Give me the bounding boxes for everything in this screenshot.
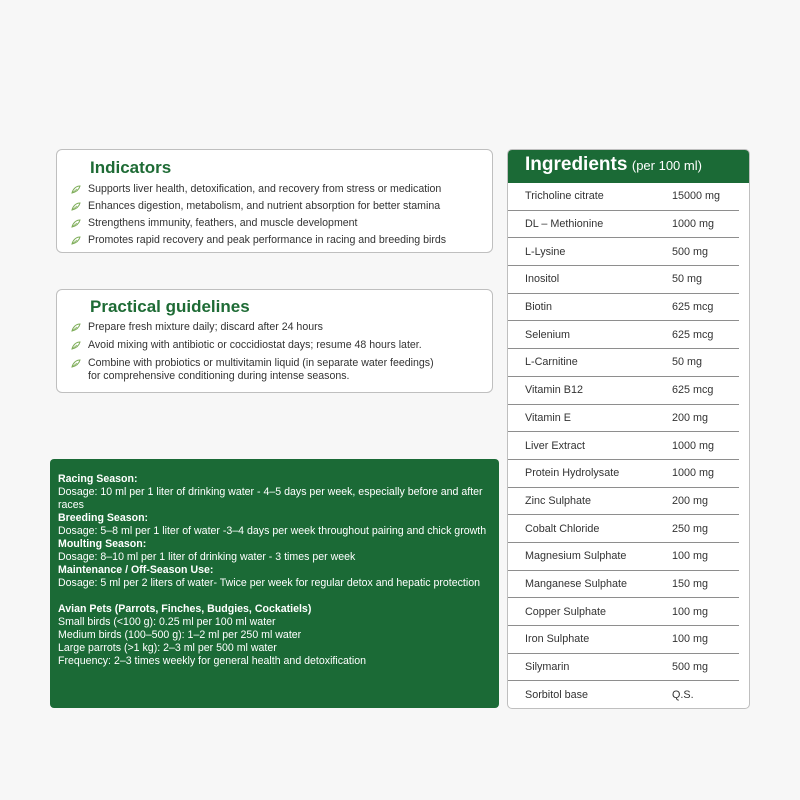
- ingredient-amount: 1000 mg: [672, 439, 715, 452]
- ingredient-name: Cobalt Chloride: [525, 522, 600, 535]
- leaf-icon: [71, 219, 81, 228]
- list-item: [71, 183, 446, 196]
- list-item-text: Prepare fresh mixture daily; discard after 24 hours: [88, 321, 323, 333]
- ingredient-name: Manganese Sulphate: [525, 577, 628, 590]
- leaf-icon: [71, 185, 81, 194]
- list-item: [71, 234, 446, 247]
- ingredient-name: Vitamin B12: [525, 384, 584, 397]
- maintenance-text: Dosage: 5 ml per 2 liters of water- Twice per week for regular detox and hepatic protection: [58, 577, 481, 589]
- ingredient-name: Selenium: [525, 328, 571, 341]
- table-row: [508, 654, 739, 682]
- dosage-panel: [50, 459, 499, 708]
- indicators-title: Indicators: [90, 158, 172, 177]
- table-row: [508, 598, 739, 626]
- ingredient-name: Iron Sulphate: [525, 633, 590, 646]
- ingredient-name: Magnesium Sulphate: [525, 550, 627, 563]
- ingredient-amount: 200 mg: [672, 411, 709, 424]
- ingredient-name: L-Carnitine: [525, 356, 578, 369]
- table-row: [508, 405, 739, 433]
- ingredient-amount: 100 mg: [672, 550, 709, 563]
- list-item-text: Promotes rapid recovery and peak performance in racing and breeding birds: [88, 234, 447, 246]
- ingredient-amount: 625 mcg: [672, 328, 714, 341]
- ingredient-amount: 500 mg: [672, 245, 709, 258]
- list-item-text: Enhances digestion, metabolism, and nutrient absorption for better stamina: [88, 200, 441, 212]
- leaf-icon: [71, 323, 81, 332]
- ingredient-amount: 1000 mg: [672, 467, 715, 480]
- ingredients-header: [508, 150, 749, 183]
- racing-season-heading: Racing Season:: [58, 473, 138, 485]
- avian-pets-heading: Avian Pets (Parrots, Finches, Budgies, Cockatiels): [58, 603, 312, 615]
- ingredients-table: [507, 149, 750, 709]
- ingredient-amount: 500 mg: [672, 661, 709, 674]
- list-item-text: Combine with probiotics or multivitamin liquid (in separate water feedings) for comprehensive conditioning during intense seasons.: [88, 357, 434, 382]
- table-row: [508, 681, 739, 709]
- ingredient-amount: 15000 mg: [672, 190, 721, 203]
- ingredient-amount: 625 mcg: [672, 384, 714, 397]
- ingredient-name: Sorbitol base: [525, 689, 589, 702]
- table-row: [508, 460, 739, 488]
- breeding-season-heading: Breeding Season:: [58, 512, 149, 524]
- table-row: [508, 571, 739, 599]
- ingredients-title: Ingredients: [525, 154, 628, 175]
- ingredient-name: Copper Sulphate: [525, 605, 607, 618]
- list-item-text: Strengthens immunity, feathers, and muscle development: [88, 217, 358, 229]
- ingredients-subtitle: (per 100 ml): [631, 158, 702, 173]
- avian-line: Frequency: 2–3 times weekly for general health and detoxification: [58, 655, 366, 667]
- ingredients-rows: [508, 183, 749, 709]
- table-row: [508, 211, 739, 239]
- ingredient-name: DL – Methionine: [525, 218, 604, 231]
- table-row: [508, 543, 739, 571]
- table-row: [508, 488, 739, 516]
- ingredient-name: L-Lysine: [525, 245, 566, 258]
- indicators-panel: [56, 149, 493, 253]
- ingredient-name: Liver Extract: [525, 439, 585, 452]
- ingredient-amount: Q.S.: [672, 689, 694, 702]
- list-item-text: Avoid mixing with antibiotic or coccidiostat days; resume 48 hours later.: [88, 339, 422, 351]
- table-row: [508, 432, 739, 460]
- list-item: [71, 357, 434, 383]
- leaf-icon: [71, 202, 81, 211]
- ingredient-name: Inositol: [525, 273, 560, 286]
- ingredient-amount: 100 mg: [672, 633, 709, 646]
- table-row: [508, 321, 739, 349]
- ingredient-amount: 250 mg: [672, 522, 709, 535]
- list-item: [71, 321, 434, 334]
- ingredient-amount: 1000 mg: [672, 218, 715, 231]
- leaf-icon: [71, 359, 81, 368]
- ingredient-name: Tricholine citrate: [525, 190, 604, 203]
- guidelines-title: Practical guidelines: [90, 297, 250, 316]
- ingredient-amount: 100 mg: [672, 605, 709, 618]
- table-row: [508, 238, 739, 266]
- avian-line: Small birds (<100 g): 0.25 ml per 100 ml water: [58, 616, 276, 628]
- list-item: [71, 217, 446, 230]
- guidelines-list: [71, 321, 434, 388]
- ingredient-name: Vitamin E: [525, 411, 572, 424]
- leaf-icon: [71, 341, 81, 350]
- table-row: [508, 183, 739, 211]
- ingredient-name: Zinc Sulphate: [525, 494, 592, 507]
- ingredient-name: Biotin: [525, 301, 553, 314]
- guidelines-panel: [56, 289, 493, 393]
- table-row: [508, 377, 739, 405]
- ingredient-amount: 50 mg: [672, 356, 703, 369]
- ingredient-name: Protein Hydrolysate: [525, 467, 620, 480]
- avian-line: Large parrots (>1 kg): 2–3 ml per 500 ml water: [58, 642, 277, 654]
- avian-line: Medium birds (100–500 g): 1–2 ml per 250 ml water: [58, 629, 302, 641]
- ingredient-amount: 50 mg: [672, 273, 703, 286]
- moulting-season-text: Dosage: 8–10 ml per 1 liter of drinking water - 3 times per week: [58, 551, 356, 563]
- ingredient-amount: 200 mg: [672, 494, 709, 507]
- maintenance-heading: Maintenance / Off-Season Use:: [58, 564, 214, 576]
- table-row: [508, 626, 739, 654]
- table-row: [508, 515, 739, 543]
- table-row: [508, 294, 739, 322]
- indicators-list: [71, 183, 446, 251]
- list-item-text: Supports liver health, detoxification, and recovery from stress or medication: [88, 183, 442, 195]
- moulting-season-heading: Moulting Season:: [58, 538, 147, 550]
- ingredient-amount: 625 mcg: [672, 301, 714, 314]
- leaf-icon: [71, 236, 81, 245]
- list-item: [71, 339, 434, 352]
- racing-season-text: Dosage: 10 ml per 1 liter of drinking water - 4–5 days per week, especially before and after races: [58, 486, 483, 511]
- table-row: [508, 349, 739, 377]
- table-row: [508, 266, 739, 294]
- list-item: [71, 200, 446, 213]
- ingredient-amount: 150 mg: [672, 577, 709, 590]
- breeding-season-text: Dosage: 5–8 ml per 1 liter of water -3–4 days per week throughout pairing and chick growth: [58, 525, 487, 537]
- ingredient-name: Silymarin: [525, 661, 570, 674]
